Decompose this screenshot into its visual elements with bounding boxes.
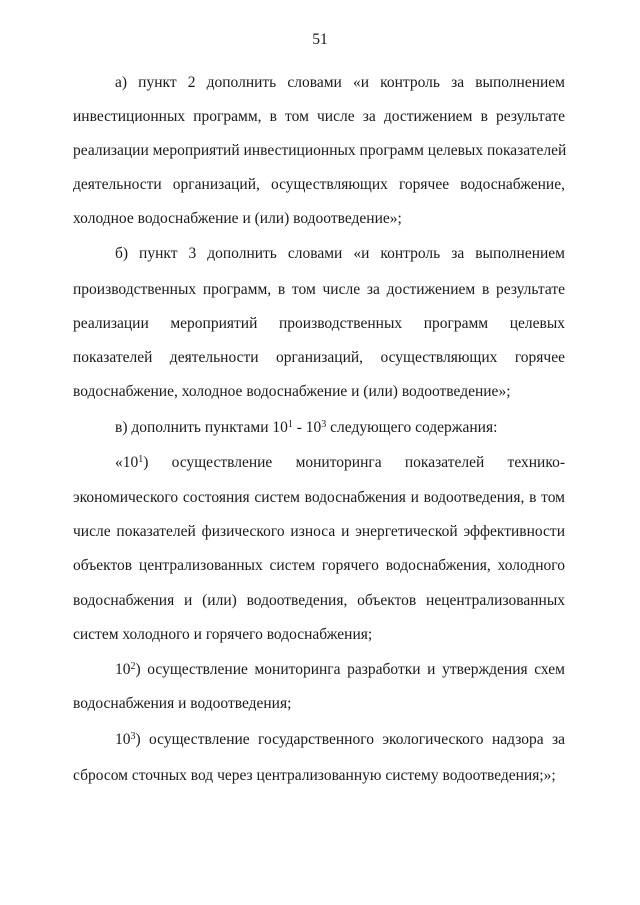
paragraph-v-text-2: - 10 [292, 419, 322, 436]
paragraph-10-3-text-2: ) осуществление государственного экологического надзора за [135, 731, 565, 748]
paragraph-b-line-2: производственных программ, в том числе за достижением в результате [73, 281, 565, 298]
paragraph-10-3-line-2: сбросом сточных вод через централизованную систему водоотведения;»; [73, 767, 556, 784]
paragraph-a-line-5: холодное водоснабжение и (или) водоотведение»; [73, 210, 402, 227]
paragraph-10-1-line-3: числе показателей физического износа и энергетической эффективности [73, 523, 565, 540]
paragraph-10-1-line-5: водоснабжения и (или) водоотведения, объектов нецентрализованных [73, 592, 565, 609]
paragraph-10-1-line-1 [115, 453, 565, 473]
paragraph-10-2-line-2: водоснабжения и водоотведения; [73, 695, 292, 712]
paragraph-v-text-1: в) дополнить пунктами 10 [115, 419, 288, 436]
paragraph-a-line-4: деятельности организаций, осуществляющих горячее водоснабжение, [73, 176, 565, 193]
paragraph-10-2-text-1: 10 [115, 661, 131, 678]
paragraph-10-1-text-2: ) осуществление мониторинга показателей технико- [143, 454, 565, 471]
paragraph-10-1-superscript: 1 [138, 454, 144, 465]
paragraph-10-2-superscript: 2 [130, 661, 136, 672]
paragraph-10-3-line-1 [115, 730, 565, 750]
paragraph-b-line-1: б) пункт 3 дополнить словами «и контроль за выполнением [115, 245, 565, 262]
page-number: 51 [312, 31, 328, 48]
paragraph-a-line-3: реализации мероприятий инвестиционных программ целевых показателей [73, 142, 567, 159]
paragraph-10-1-line-2: экономического состояния систем водоснабжения и водоотведения, в том [73, 489, 565, 506]
paragraph-b-line-4: показателей деятельности организаций, осуществляющих горячее [73, 349, 565, 366]
paragraph-10-2-text-2: ) осуществление мониторинга разработки и утверждения схем [135, 661, 565, 678]
paragraph-v-superscript-2: 3 [321, 419, 327, 430]
paragraph-10-2-line-1 [115, 660, 565, 680]
paragraph-v-line [115, 418, 565, 438]
paragraph-10-1-line-6: систем холодного и горячего водоснабжения; [73, 626, 373, 643]
paragraph-10-3-text-1: 10 [115, 731, 131, 748]
paragraph-v-superscript-1: 1 [287, 419, 293, 430]
paragraph-v-text-3: следующего содержания: [326, 419, 498, 436]
paragraph-10-1-text-1: «10 [115, 454, 139, 471]
paragraph-10-1-line-4: объектов централизованных систем горячего водоснабжения, холодного [73, 557, 565, 574]
paragraph-b-line-5: водоснабжение, холодное водоснабжение и (или) водоотведение»; [73, 383, 511, 400]
paragraph-b-line-3: реализации мероприятий производственных программ целевых [73, 315, 565, 332]
paragraph-10-3-superscript: 3 [130, 731, 136, 742]
paragraph-a-line-1: а) пункт 2 дополнить словами «и контроль за выполнением [115, 74, 565, 91]
paragraph-a-line-2: инвестиционных программ, в том числе за достижением в результате [73, 108, 565, 125]
